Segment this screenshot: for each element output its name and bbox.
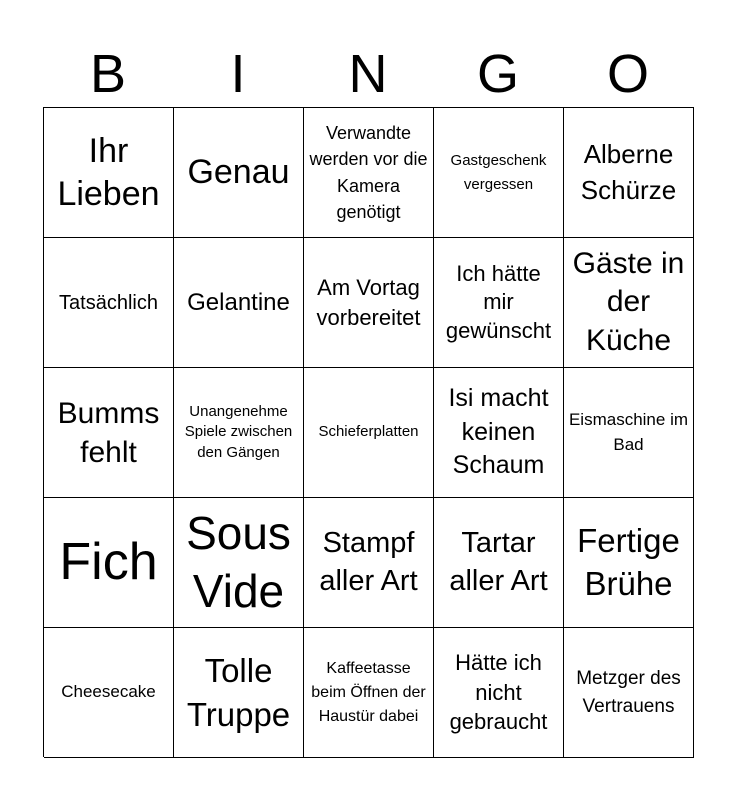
- bingo-cell[interactable]: [44, 368, 174, 498]
- cell-label: Tartar aller Art: [449, 526, 548, 597]
- bingo-board: [43, 107, 694, 757]
- bingo-cell[interactable]: [44, 498, 174, 628]
- cell-label: Cheesecake: [61, 682, 156, 702]
- cell-label: Bumms fehlt: [57, 396, 160, 469]
- bingo-cell[interactable]: [44, 628, 174, 758]
- bingo-cell[interactable]: [304, 238, 434, 368]
- bingo-cell[interactable]: [174, 108, 304, 238]
- header-letter-b: B: [89, 44, 127, 104]
- bingo-cell[interactable]: [304, 498, 434, 628]
- cell-label: Ich hätte mir gewünscht: [445, 260, 552, 343]
- bingo-cell[interactable]: [434, 108, 564, 238]
- cell-label: Genau: [187, 153, 290, 192]
- bingo-cell[interactable]: [564, 238, 694, 368]
- header-letter-n: N: [348, 44, 388, 104]
- cell-label: Am Vortag vorbereitet: [316, 274, 421, 330]
- cell-label: Kaffeetasse beim Öffnen der Haustür dabei: [311, 659, 426, 725]
- bingo-cell[interactable]: [434, 628, 564, 758]
- cell-label: Alberne Schürze: [580, 139, 677, 205]
- bingo-cell[interactable]: [304, 368, 434, 498]
- bingo-cell[interactable]: [564, 108, 694, 238]
- bingo-cell[interactable]: [174, 628, 304, 758]
- cell-label: Isi macht keinen Schaum: [448, 383, 549, 480]
- cell-label: Ihr Lieben: [57, 132, 160, 213]
- bingo-cell[interactable]: [434, 498, 564, 628]
- bingo-cell[interactable]: [44, 108, 174, 238]
- cell-label: Metzger des Vertrauens: [576, 667, 681, 717]
- cell-label: Gastgeschenk vergessen: [450, 151, 547, 193]
- bingo-cell[interactable]: [174, 238, 304, 368]
- cell-label: Tolle Truppe: [186, 651, 291, 733]
- cell-label: Fich: [59, 532, 158, 591]
- header-letter-g: G: [476, 44, 519, 104]
- header-letter-i: I: [230, 44, 246, 104]
- cell-label: Schieferplatten: [318, 423, 419, 441]
- bingo-cell[interactable]: [174, 498, 304, 628]
- cell-label: Stampf aller Art: [319, 526, 418, 597]
- bingo-cell[interactable]: [564, 368, 694, 498]
- cell-label: Gäste in der Küche: [572, 247, 685, 357]
- bingo-cell[interactable]: [304, 108, 434, 238]
- bingo-cell[interactable]: [304, 628, 434, 758]
- bingo-cell[interactable]: [564, 498, 694, 628]
- cell-label: Verwandte werden vor die Kamera genötigt: [309, 123, 428, 222]
- bingo-cell[interactable]: [44, 238, 174, 368]
- cell-label: Gelantine: [187, 288, 290, 316]
- cell-label: Hätte ich nicht gebraucht: [449, 649, 548, 735]
- cell-label: Tatsächlich: [59, 291, 158, 314]
- header-letter-o: O: [606, 44, 649, 104]
- cell-label: Fertige Brühe: [577, 521, 680, 602]
- cell-label: Sous Vide: [186, 507, 291, 617]
- cell-label: Unangenehme Spiele zwischen den Gängen: [184, 403, 293, 461]
- bingo-cell[interactable]: [564, 628, 694, 758]
- bingo-cell[interactable]: [434, 368, 564, 498]
- bingo-cell[interactable]: [174, 368, 304, 498]
- bingo-header: [43, 40, 693, 108]
- bingo-cell[interactable]: [434, 238, 564, 368]
- cell-label: Eismaschine im Bad: [568, 409, 689, 454]
